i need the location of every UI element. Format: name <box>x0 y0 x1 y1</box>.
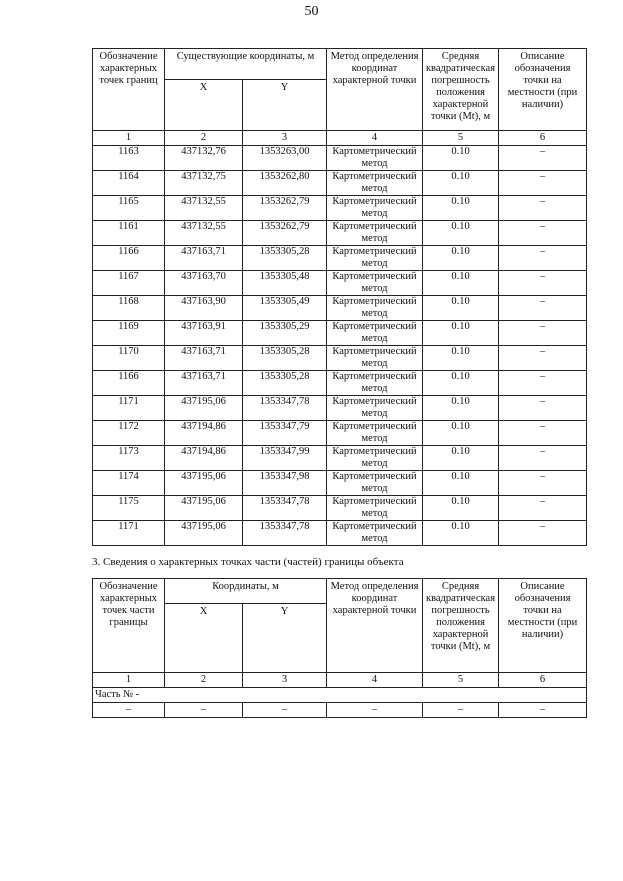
method-cell: Картометрический метод <box>327 396 423 421</box>
x-cell: 437195,06 <box>165 471 243 496</box>
x-cell: 437163,71 <box>165 371 243 396</box>
method-cell: Картометрический метод <box>327 221 423 246</box>
y-cell: 1353262,80 <box>243 171 327 196</box>
column-numbers-row <box>93 673 587 688</box>
table-row <box>93 171 587 196</box>
column-numbers-row <box>93 131 587 146</box>
y-cell: 1353305,29 <box>243 321 327 346</box>
table-cell: – <box>93 703 165 718</box>
column-number: 4 <box>327 131 423 146</box>
y-cell: 1353347,78 <box>243 521 327 546</box>
column-number: 1 <box>93 131 165 146</box>
table-row <box>93 521 587 546</box>
table-cell: – <box>243 703 327 718</box>
method-cell: Картометрический метод <box>327 346 423 371</box>
header-y: Y <box>243 80 327 131</box>
table-cell: – <box>423 703 499 718</box>
point-cell: 1173 <box>93 446 165 471</box>
error-cell: 0.10 <box>423 171 499 196</box>
point-cell: 1164 <box>93 171 165 196</box>
header-method: Метод определения координат характерной точки <box>327 49 423 131</box>
column-number: 2 <box>165 673 243 688</box>
description-cell: – <box>499 496 587 521</box>
section-3-title: 3. Сведения о характерных точках части (частей) границы объекта <box>92 556 404 568</box>
description-cell: – <box>499 146 587 171</box>
point-cell: 1171 <box>93 396 165 421</box>
method-cell: Картометрический метод <box>327 446 423 471</box>
y-cell: 1353305,28 <box>243 371 327 396</box>
point-cell: 1165 <box>93 196 165 221</box>
method-cell: Картометрический метод <box>327 296 423 321</box>
method-cell: Картометрический метод <box>327 471 423 496</box>
x-cell: 437163,71 <box>165 246 243 271</box>
point-cell: 1168 <box>93 296 165 321</box>
column-number: 2 <box>165 131 243 146</box>
description-cell: – <box>499 246 587 271</box>
point-cell: 1170 <box>93 346 165 371</box>
description-cell: – <box>499 196 587 221</box>
y-cell: 1353347,79 <box>243 421 327 446</box>
method-cell: Картометрический метод <box>327 271 423 296</box>
description-cell: – <box>499 321 587 346</box>
point-cell: 1166 <box>93 246 165 271</box>
x-cell: 437163,70 <box>165 271 243 296</box>
y-cell: 1353263,00 <box>243 146 327 171</box>
table-row <box>93 371 587 396</box>
y-cell: 1353305,49 <box>243 296 327 321</box>
x-cell: 437195,06 <box>165 521 243 546</box>
column-number: 6 <box>499 131 587 146</box>
y-cell: 1353347,99 <box>243 446 327 471</box>
y-cell: 1353305,48 <box>243 271 327 296</box>
y-cell: 1353347,78 <box>243 496 327 521</box>
description-cell: – <box>499 346 587 371</box>
error-cell: 0.10 <box>423 196 499 221</box>
error-cell: 0.10 <box>423 221 499 246</box>
header-error: Средняя квадратическая погрешность положения характерной точки (Mt), м <box>423 49 499 131</box>
description-cell: – <box>499 521 587 546</box>
error-cell: 0.10 <box>423 396 499 421</box>
header-coordinates: Координаты, м <box>165 579 327 604</box>
description-cell: – <box>499 171 587 196</box>
header-y: Y <box>243 604 327 673</box>
part-row <box>93 688 587 703</box>
y-cell: 1353262,79 <box>243 196 327 221</box>
error-cell: 0.10 <box>423 471 499 496</box>
y-cell: 1353347,78 <box>243 396 327 421</box>
column-number: 3 <box>243 673 327 688</box>
x-cell: 437132,55 <box>165 221 243 246</box>
error-cell: 0.10 <box>423 246 499 271</box>
method-cell: Картометрический метод <box>327 196 423 221</box>
point-cell: 1174 <box>93 471 165 496</box>
boundary-points-table <box>92 48 587 546</box>
method-cell: Картометрический метод <box>327 321 423 346</box>
table-row <box>93 196 587 221</box>
point-cell: 1163 <box>93 146 165 171</box>
method-cell: Картометрический метод <box>327 146 423 171</box>
x-cell: 437163,91 <box>165 321 243 346</box>
description-cell: – <box>499 471 587 496</box>
method-cell: Картометрический метод <box>327 421 423 446</box>
error-cell: 0.10 <box>423 421 499 446</box>
error-cell: 0.10 <box>423 321 499 346</box>
point-cell: 1166 <box>93 371 165 396</box>
table-cell: – <box>165 703 243 718</box>
x-cell: 437163,71 <box>165 346 243 371</box>
table-row <box>93 271 587 296</box>
table-row <box>93 246 587 271</box>
column-number: 1 <box>93 673 165 688</box>
header-description: Описание обозначения точки на местности (при наличии) <box>499 579 587 673</box>
header-x: X <box>165 604 243 673</box>
error-cell: 0.10 <box>423 271 499 296</box>
header-point: Обозначение характерных точек границ <box>93 49 165 131</box>
table-row <box>93 321 587 346</box>
point-cell: 1171 <box>93 521 165 546</box>
header-coordinates: Существующие координаты, м <box>165 49 327 80</box>
error-cell: 0.10 <box>423 371 499 396</box>
description-cell: – <box>499 446 587 471</box>
error-cell: 0.10 <box>423 346 499 371</box>
header-x: X <box>165 80 243 131</box>
column-number: 5 <box>423 673 499 688</box>
table-row <box>93 496 587 521</box>
x-cell: 437132,55 <box>165 196 243 221</box>
page-number: 50 <box>304 4 319 19</box>
column-number: 5 <box>423 131 499 146</box>
error-cell: 0.10 <box>423 496 499 521</box>
point-cell: 1167 <box>93 271 165 296</box>
x-cell: 437194,86 <box>165 421 243 446</box>
x-cell: 437163,90 <box>165 296 243 321</box>
column-number: 6 <box>499 673 587 688</box>
y-cell: 1353305,28 <box>243 346 327 371</box>
x-cell: 437195,06 <box>165 396 243 421</box>
error-cell: 0.10 <box>423 446 499 471</box>
y-cell: 1353262,79 <box>243 221 327 246</box>
header-point: Обозначение характерных точек части границы <box>93 579 165 673</box>
table-row <box>93 296 587 321</box>
part-boundary-points-table <box>92 578 587 718</box>
error-cell: 0.10 <box>423 296 499 321</box>
y-cell: 1353347,98 <box>243 471 327 496</box>
description-cell: – <box>499 396 587 421</box>
y-cell: 1353305,28 <box>243 246 327 271</box>
x-cell: 437195,06 <box>165 496 243 521</box>
table-row <box>93 421 587 446</box>
point-cell: 1172 <box>93 421 165 446</box>
method-cell: Картометрический метод <box>327 521 423 546</box>
description-cell: – <box>499 221 587 246</box>
table-cell: – <box>499 703 587 718</box>
error-cell: 0.10 <box>423 146 499 171</box>
x-cell: 437194,86 <box>165 446 243 471</box>
method-cell: Картометрический метод <box>327 171 423 196</box>
table-row <box>93 396 587 421</box>
error-cell: 0.10 <box>423 521 499 546</box>
description-cell: – <box>499 371 587 396</box>
header-error: Средняя квадратическая погрешность положения характерной точки (Mt), м <box>423 579 499 673</box>
table-row <box>93 471 587 496</box>
point-cell: 1175 <box>93 496 165 521</box>
point-cell: 1169 <box>93 321 165 346</box>
column-number: 4 <box>327 673 423 688</box>
table-row <box>93 221 587 246</box>
table-row <box>93 446 587 471</box>
method-cell: Картометрический метод <box>327 371 423 396</box>
description-cell: – <box>499 296 587 321</box>
method-cell: Картометрический метод <box>327 246 423 271</box>
description-cell: – <box>499 421 587 446</box>
point-cell: 1161 <box>93 221 165 246</box>
header-description: Описание обозначения точки на местности (при наличии) <box>499 49 587 131</box>
x-cell: 437132,75 <box>165 171 243 196</box>
method-cell: Картометрический метод <box>327 496 423 521</box>
x-cell: 437132,76 <box>165 146 243 171</box>
table-row <box>93 346 587 371</box>
empty-row <box>93 703 587 718</box>
part-label: Часть № - <box>93 688 587 703</box>
header-method: Метод определения координат характерной точки <box>327 579 423 673</box>
table-cell: – <box>327 703 423 718</box>
table-row <box>93 146 587 171</box>
column-number: 3 <box>243 131 327 146</box>
description-cell: – <box>499 271 587 296</box>
